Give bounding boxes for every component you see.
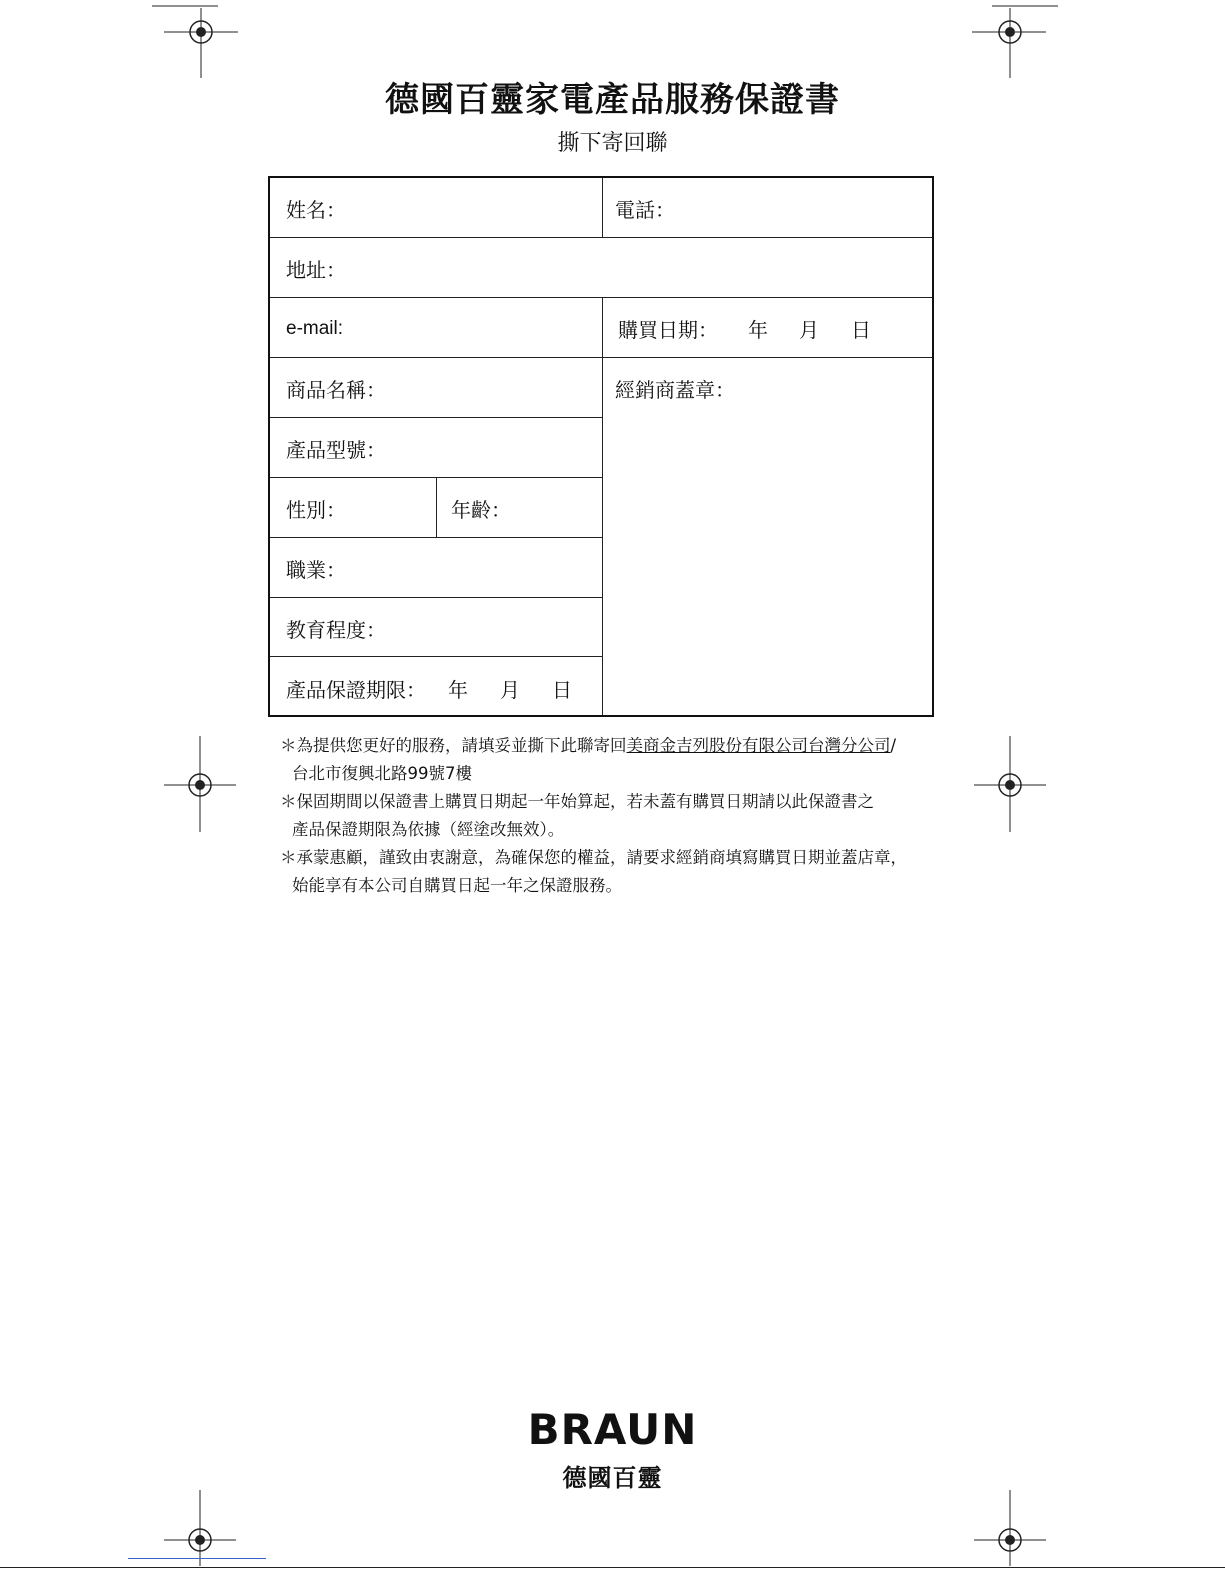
registration-mark-icon [150, 0, 260, 80]
purchase-date-field[interactable]: 購買日期： [618, 318, 718, 342]
age-field[interactable]: 年齡： [451, 498, 511, 522]
note-3: ＊承蒙惠顧，謹致由衷謝意，為確保您的權益，請要求經銷商填寫購買日期並蓋店章， [280, 848, 907, 867]
email-field[interactable]: e-mail: [286, 318, 344, 339]
product-model-field[interactable]: 產品型號： [286, 438, 386, 462]
occupation-field[interactable]: 職業： [286, 558, 346, 582]
warranty-day-label: 日 [552, 678, 572, 702]
note-2-continued: 產品保證期限為依據（經塗改無效）。 [292, 820, 565, 839]
product-name-field[interactable]: 商品名稱： [286, 378, 386, 402]
registration-mark-icon [960, 0, 1070, 80]
warranty-year-label: 年 [448, 678, 468, 702]
form-divider [270, 297, 932, 298]
braun-logo: BRAUN [527, 1405, 698, 1454]
note-1 [280, 732, 940, 760]
form-divider [270, 357, 932, 358]
form-divider [602, 297, 603, 715]
registration-mark-icon [970, 736, 1050, 836]
form-divider [270, 537, 602, 538]
address-field[interactable]: 地址： [286, 258, 346, 282]
form-divider [270, 237, 932, 238]
registration-mark-icon [970, 1490, 1060, 1570]
dealer-stamp-area[interactable]: 經銷商蓋章： [615, 378, 735, 402]
company-name: 美商金吉列股份有限公司台灣分公司 [626, 736, 891, 755]
name-field[interactable]: 姓名： [286, 198, 346, 222]
phone-field[interactable]: 電話： [615, 198, 675, 222]
purchase-day-label: 日 [851, 318, 871, 342]
page-edge-line [0, 1567, 1225, 1568]
registration-mark-icon [160, 736, 240, 836]
form-divider [270, 597, 602, 598]
gender-field[interactable]: 性別： [286, 498, 346, 522]
note-1-address: 台北市復興北路99號7樓 [292, 764, 472, 783]
warranty-form [268, 176, 934, 717]
note-1-text: ＊為提供您更好的服務，請填妥並撕下此聯寄回 [280, 736, 627, 755]
warranty-month-label: 月 [500, 678, 520, 702]
form-divider [270, 656, 602, 657]
braun-chinese-name: 德國百靈 [562, 1464, 663, 1492]
form-divider [270, 417, 602, 418]
note-1-slash: / [890, 736, 897, 755]
accent-line [128, 1558, 266, 1559]
education-field[interactable]: 教育程度： [286, 618, 386, 642]
form-divider [602, 178, 603, 237]
warranty-period-field[interactable]: 產品保證期限： [286, 678, 426, 702]
note-2: ＊保固期間以保證書上購買日期起一年始算起，若未蓋有購買日期請以此保證書之 [280, 792, 874, 811]
notes-section [280, 732, 940, 900]
page-subtitle: 撕下寄回聯 [557, 131, 668, 156]
note-3-continued: 始能享有本公司自購買日起一年之保證服務。 [292, 876, 622, 895]
page-title: 德國百靈家電產品服務保證書 [385, 80, 840, 120]
purchase-year-label: 年 [748, 318, 768, 342]
purchase-month-label: 月 [799, 318, 819, 342]
form-divider [436, 477, 437, 537]
